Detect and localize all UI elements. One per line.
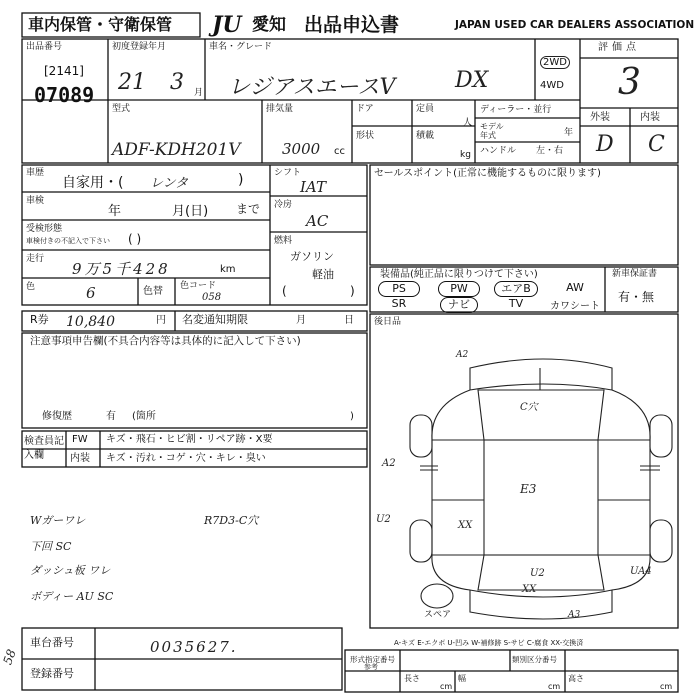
fuel-value: ガソリン: [290, 250, 334, 263]
damage-mark: XX: [522, 584, 537, 595]
lot-number: 07089: [34, 83, 95, 107]
vehicle-damage-diagram: [410, 359, 672, 619]
fuel-paren-close: ): [350, 284, 355, 298]
length-label: 長さ: [404, 674, 420, 683]
color-code-label: 色コード: [180, 281, 217, 291]
repair-place-close: ): [350, 411, 354, 422]
recycle-note: 車検付きの不記入で下さい: [26, 237, 110, 245]
lot-number-label: 出品番号: [26, 42, 63, 52]
inspector-interior-label: 内装: [70, 453, 90, 464]
handle-options: 左・右: [536, 146, 564, 156]
equipment-tv: TV: [508, 297, 524, 310]
name-change-day: 日: [344, 315, 354, 326]
class-number-label: 類別区分番号: [512, 655, 557, 664]
ju-logo: JU: [212, 12, 242, 38]
dealer-import-label: ディーラー・並行: [480, 105, 552, 115]
damage-legend: A-キズ E-エクボ U-凹み W-補修跡 S-サビ C-腐食 XX-交換済: [394, 639, 584, 647]
door-label: ドア: [356, 104, 374, 114]
model-year-unit: 年: [564, 128, 574, 138]
spare-label: スペア: [424, 610, 452, 620]
car-name-label: 車名・グレード: [209, 42, 273, 52]
tax-unit: 円: [156, 315, 166, 326]
new-car-warranty-label: 新車保証書: [612, 269, 658, 279]
damage-mark: A2: [382, 458, 396, 469]
score-label: 評価点: [598, 42, 640, 53]
exterior-score: D: [596, 132, 614, 157]
equipment-airbag: エアB: [494, 281, 538, 297]
width-unit: cm: [548, 682, 561, 691]
inspection-month-unit: 月(日): [172, 204, 209, 219]
shape-label: 形状: [356, 131, 375, 141]
tax-value: 10,840: [66, 314, 115, 330]
exterior-label: 外装: [590, 112, 610, 123]
drive-4wd: 4WD: [540, 80, 564, 91]
mileage-value: 9万5千428: [72, 260, 171, 278]
displacement-value: 3000: [282, 140, 321, 158]
model-value: ADF-KDH201V: [112, 140, 241, 160]
height-unit: cm: [660, 682, 673, 691]
length-unit: cm: [440, 682, 453, 691]
history-close: ): [238, 172, 244, 188]
capacity-label: 定員: [416, 104, 435, 114]
load-unit: kg: [460, 150, 471, 160]
damage-mark: C穴: [520, 402, 538, 413]
inspector-fw-text: キズ・飛石・ヒビ割・リペア跡・X要: [106, 434, 273, 445]
org-name: 愛知: [252, 15, 286, 35]
drive-2wd: 2WD: [540, 56, 570, 69]
name-change-label: 名変通知期限: [182, 313, 248, 326]
name-change-month: 月: [296, 315, 306, 326]
inspection-until: まで: [236, 202, 261, 216]
equipment-pw: PW: [438, 281, 480, 297]
load-label: 積載: [416, 131, 435, 141]
equipment-sr: SR: [391, 297, 407, 310]
rear-seat-label: 後日品: [374, 317, 402, 327]
inspection-year-unit: 年: [108, 204, 122, 219]
color-label: 色: [26, 282, 36, 292]
inspector-note-4: ボディー AU SC: [30, 590, 114, 603]
association-name: JAPAN USED CAR DEALERS ASSOCIATION: [455, 19, 695, 31]
color-code-value: 058: [202, 292, 222, 303]
lot-sub-number: [2141]: [44, 64, 84, 78]
shift-label: シフト: [274, 168, 302, 178]
shift-value: IAT: [300, 178, 326, 196]
recycle-paren: ( ): [128, 232, 142, 246]
score-value: 3: [618, 62, 641, 103]
width-label: 幅: [458, 674, 466, 683]
interior-score: C: [648, 132, 665, 157]
damage-mark: XX: [458, 520, 473, 531]
ac-value: AC: [306, 212, 329, 230]
form-designation-label: 形式指定番号: [350, 655, 395, 664]
color-value: 6: [86, 284, 96, 302]
new-car-warranty-options: 有・無: [618, 290, 655, 304]
repair-place-label: (箇所: [132, 411, 156, 422]
damage-mark: A3: [568, 610, 581, 620]
inspector-label: 検査員記入欄: [24, 436, 64, 461]
registration-month-unit: 月: [194, 88, 204, 98]
equipment-ps: PS: [378, 281, 420, 297]
sales-point-label: セールスポイント(正常に機能するものに限ります): [374, 168, 601, 179]
registration-month: 3: [170, 70, 184, 95]
inspector-interior-text: キズ・汚れ・コゲ・穴・キレ・臭い: [106, 453, 266, 464]
form-designation-ref: 参考: [364, 663, 378, 671]
registration-year: 21: [118, 70, 146, 95]
color-change-label: 色替: [143, 286, 163, 297]
displacement-label: 排気量: [266, 104, 294, 114]
mileage-label: 走行: [26, 254, 45, 264]
equipment-leather-seat: カワシート: [550, 301, 600, 312]
chassis-value: 0035627.: [150, 638, 238, 656]
history-value: 自家用・(: [62, 175, 124, 191]
capacity-unit: 人: [463, 118, 473, 128]
height-label: 高さ: [568, 674, 584, 683]
tax-label: R券: [30, 313, 49, 326]
model-label: 型式: [112, 104, 131, 114]
handle-label: ハンドル: [480, 146, 517, 156]
damage-mark: U2: [376, 514, 391, 525]
chassis-label: 車台番号: [30, 636, 74, 649]
ac-label: 冷房: [274, 200, 293, 210]
first-registration-label: 初度登録年月: [112, 42, 167, 52]
notes-label: 注意事項申告欄(不具合内容等は具体的に記入して下さい): [30, 335, 301, 347]
equipment-label: 装備品(純正品に限りつけて下さい): [380, 269, 538, 280]
form-title: 出品申込書: [304, 14, 400, 36]
equipment-navi: ナビ: [440, 297, 478, 313]
damage-mark: E3: [520, 482, 537, 496]
car-name-value: レジアスエースV: [228, 75, 396, 100]
history-handwritten: レンタ: [150, 176, 189, 191]
inspector-note-1: Wガーワレ: [30, 514, 86, 527]
fuel-paren-open: (: [282, 284, 287, 298]
margin-mark: 58: [0, 647, 19, 667]
interior-label: 内装: [640, 112, 660, 123]
damage-mark: U2: [530, 568, 545, 579]
inspection-label: 車検: [26, 196, 45, 206]
plate-label: 登録番号: [30, 667, 74, 680]
damage-mark: A2: [456, 350, 469, 360]
history-label: 車歴: [26, 168, 45, 178]
inspector-note-5: R7D3-C穴: [204, 514, 259, 527]
fuel-label: 燃料: [274, 236, 293, 246]
model-year-label: モデル年式: [480, 122, 504, 140]
repair-history-value: 有: [106, 411, 116, 422]
storage-badge: 車内保管・守衛保管: [28, 15, 173, 34]
inspector-note-2: 下回 SC: [30, 540, 72, 553]
damage-mark: UA4: [630, 566, 652, 577]
displacement-unit: cc: [334, 146, 345, 157]
inspector-fw-label: FW: [72, 434, 88, 445]
repair-history-label: 修復歴: [42, 411, 72, 422]
inspector-note-3: ダッシュ板 ワレ: [30, 564, 111, 577]
equipment-aw: AW: [566, 281, 584, 294]
mileage-unit: km: [220, 264, 236, 275]
recycle-label: 受検形態: [26, 224, 63, 234]
car-grade-value: DX: [455, 68, 489, 93]
fuel-light: 軽油: [312, 268, 334, 281]
